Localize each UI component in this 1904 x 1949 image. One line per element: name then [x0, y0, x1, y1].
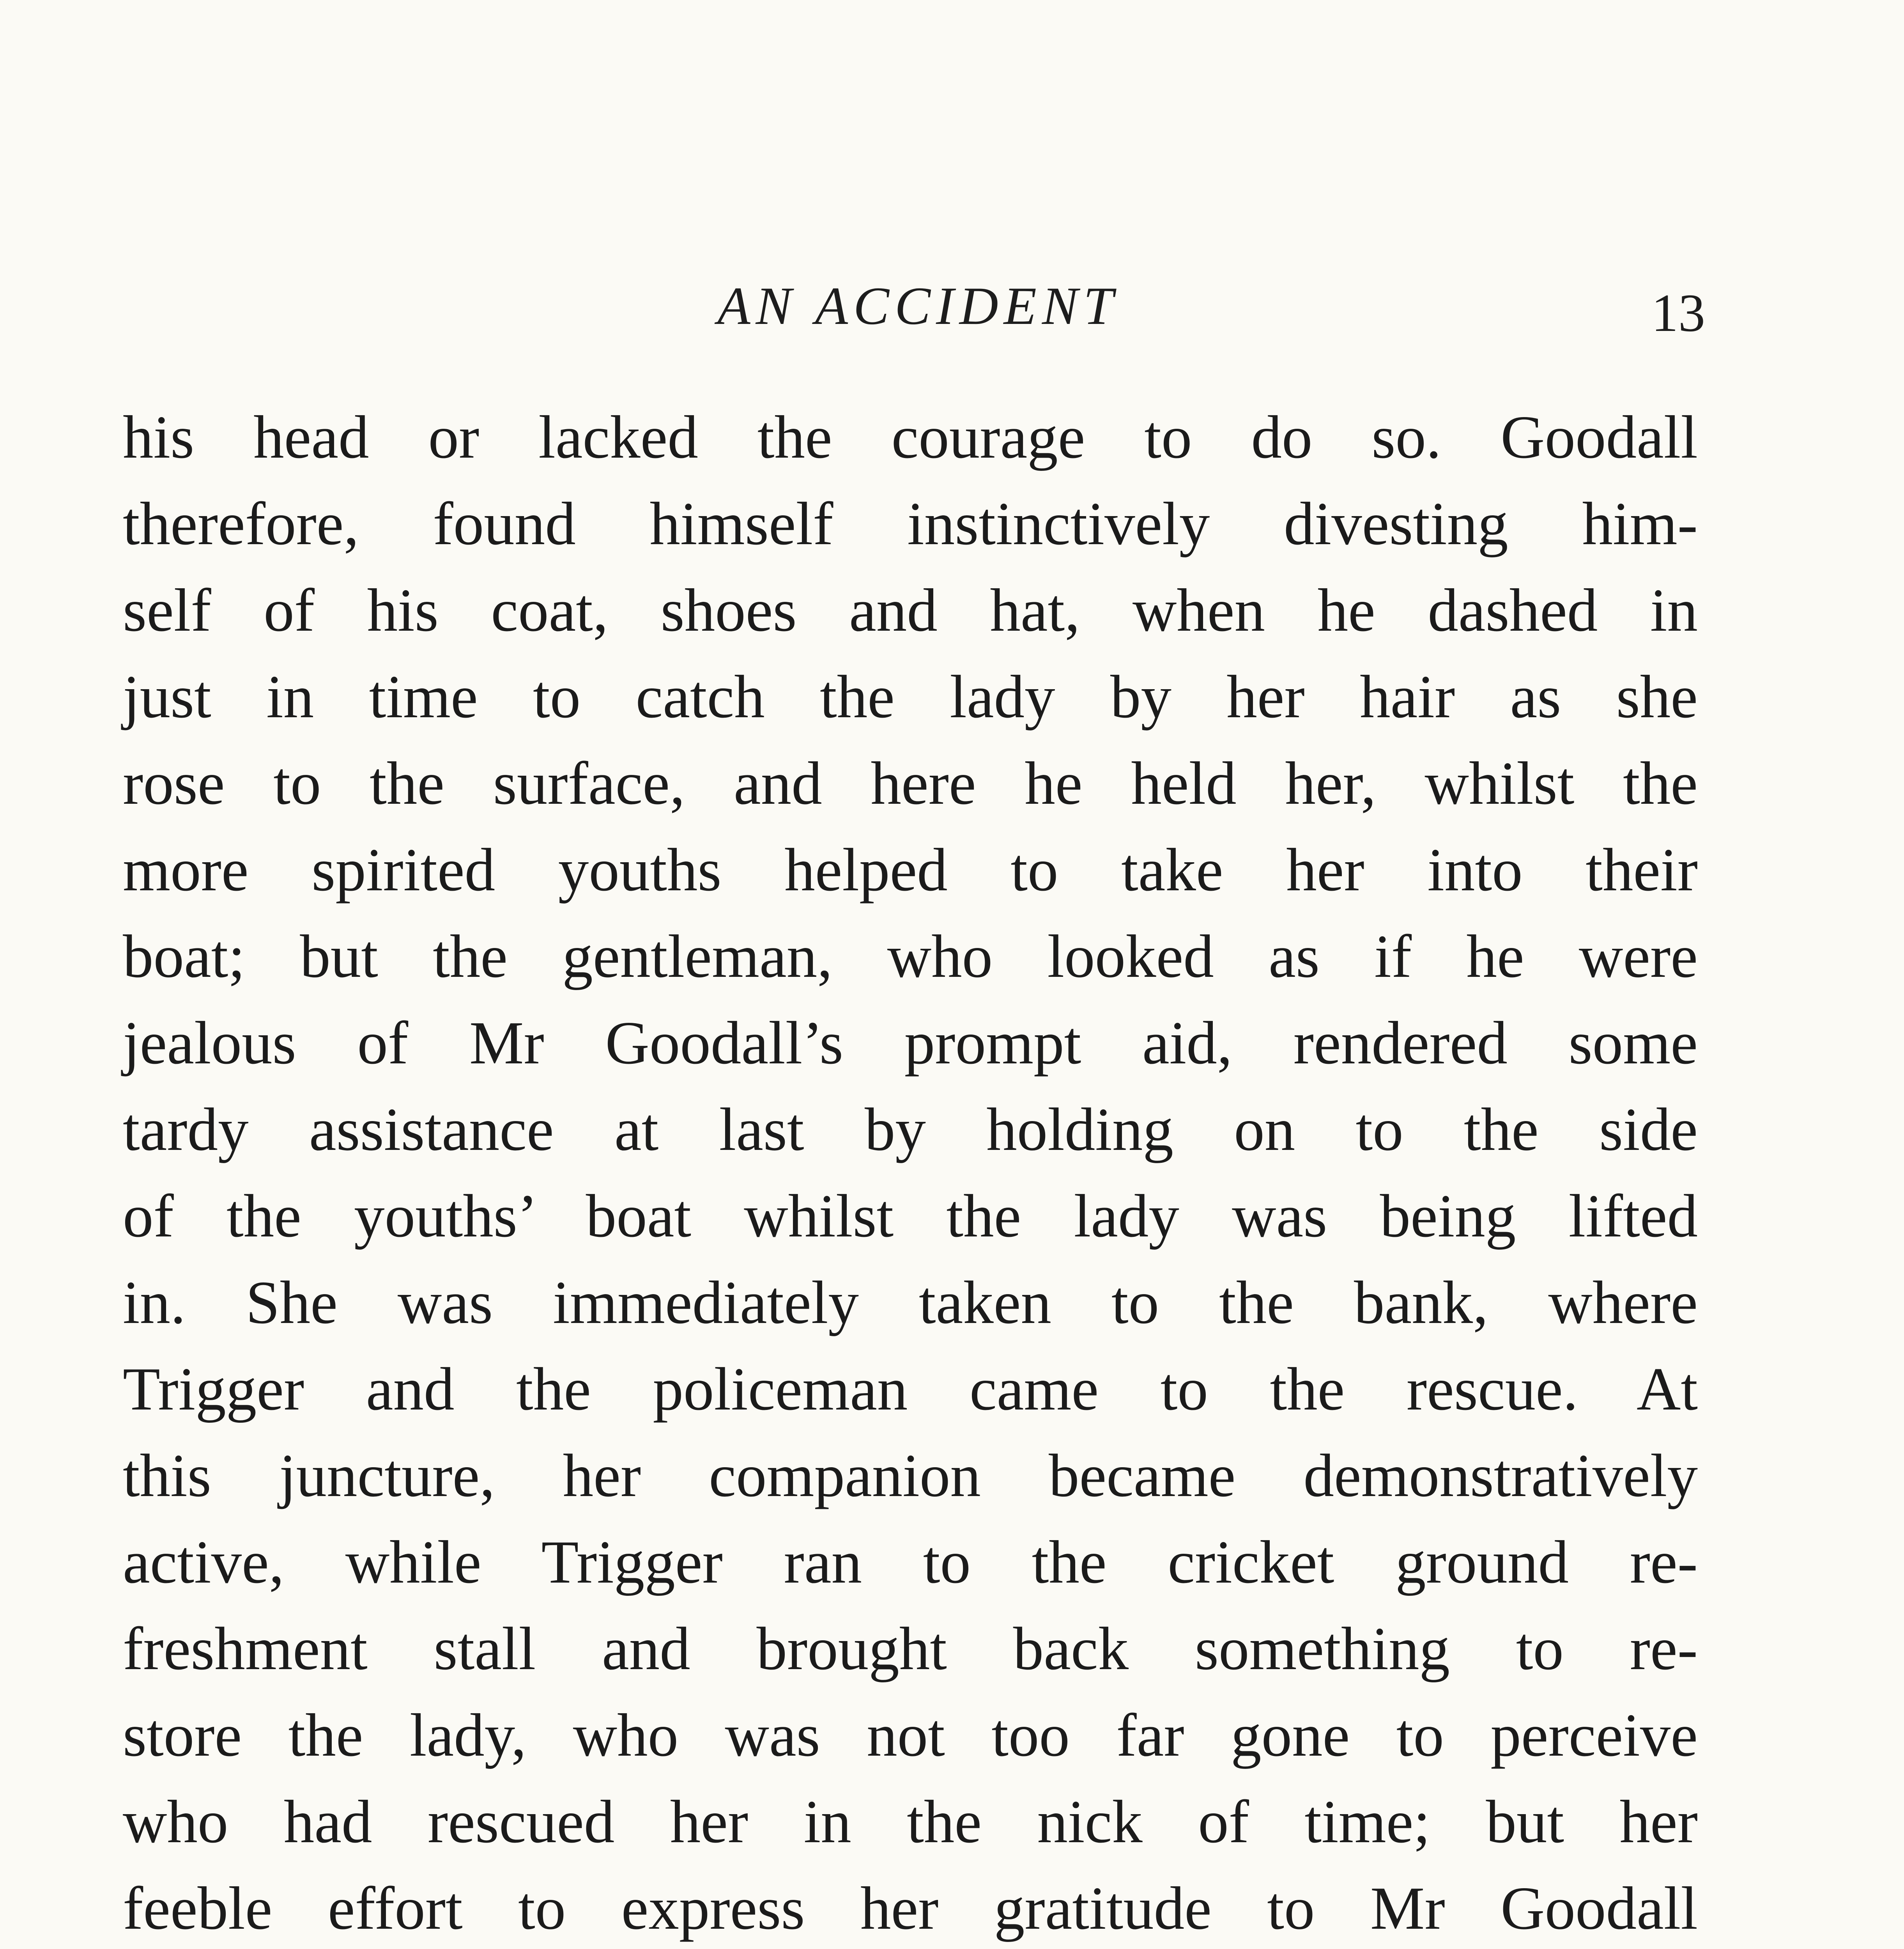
text-line: in. She was immediately taken to the bank, where — [123, 1268, 1698, 1336]
text-line: of the youths’ boat whilst the lady was being lifted — [123, 1182, 1698, 1250]
text-line: his head or lacked the courage to do so. Goodall — [123, 403, 1698, 471]
running-head — [0, 267, 1904, 345]
text-line: therefore, found himself instinctively divesting him- — [123, 490, 1698, 557]
page-number: 13 — [1651, 283, 1705, 343]
text-line: active, while Trigger ran to the cricket ground re- — [123, 1528, 1698, 1596]
text-line: feeble effort to express her gratitude to Mr Goodall — [123, 1874, 1698, 1942]
body-text — [123, 394, 1698, 1949]
text-line: boat; but the gentleman, who looked as if he were — [123, 922, 1698, 990]
text-line: self of his coat, shoes and hat, when he dashed in — [123, 576, 1698, 644]
running-title: AN ACCIDENT — [717, 276, 1119, 336]
text-line: tardy assistance at last by holding on to the side — [123, 1095, 1698, 1163]
text-line: just in time to catch the lady by her hair as she — [123, 663, 1698, 730]
text-line: rose to the surface, and here he held her, whilst the — [123, 749, 1698, 817]
text-line: store the lady, who was not too far gone to perceive — [123, 1701, 1698, 1769]
text-line: this juncture, her companion became demonstratively — [123, 1441, 1698, 1509]
text-line: who had rescued her in the nick of time; but her — [123, 1788, 1698, 1855]
text-line: jealous of Mr Goodall’s prompt aid, rendered some — [123, 1009, 1698, 1077]
text-line: Trigger and the policeman came to the rescue. At — [123, 1355, 1698, 1423]
paragraph-1 — [123, 394, 1698, 1949]
text-line: freshment stall and brought back something to re- — [123, 1615, 1698, 1682]
text-line: more spirited youths helped to take her into their — [123, 836, 1698, 904]
